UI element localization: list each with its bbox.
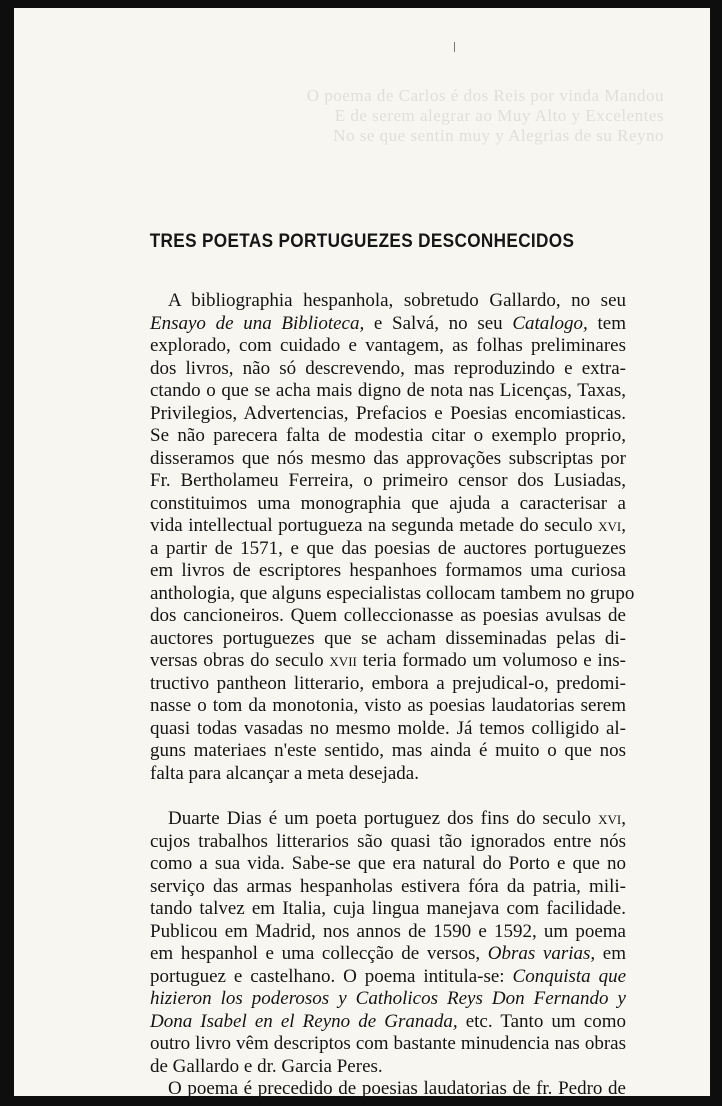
text-run: teria formado um volumoso e ins- [356,650,626,671]
text-line [150,538,626,561]
text-line [150,1078,626,1101]
text-line [150,605,626,628]
text-line [150,740,626,763]
page-mark [454,42,455,52]
text-run: cujos trabalhos litterarios são quasi tão ignorados entre nós [150,830,626,852]
text-line [150,808,626,831]
text-run: disseramos que nós mesmo das approvações subscriptas por [150,447,626,469]
text-run: ctando o que se acha mais digno de nota nas Licenças, Taxas, [150,380,626,401]
text-run: portuguez e castelhano. O poema intitula-se: [150,965,513,987]
italic-text: Catalogo, [512,312,588,334]
text-run: constituimos uma monographia que ajuda a caracterisar a [150,492,626,514]
text-run: nasse o tom da monotonia, visto as poesias laudatorias serem [150,695,626,716]
text-run: Duarte Dias é um poeta portuguez dos fins do seculo [168,808,599,829]
text-line [150,650,626,673]
text-run: falta para alcançar a meta desejada. [150,762,419,784]
text-run: tando talvez em Italia, cuja lingua manejava com facilidade. [150,898,626,919]
text-line [150,470,626,493]
text-line [150,831,626,854]
text-line [150,1033,626,1056]
paragraph-2 [150,808,626,1101]
text-run: e Salvá, no seu [364,312,513,334]
text-run: vida intellectual portugueza na segunda metade do seculo [150,515,599,536]
text-run: Publicou em Madrid, nos annos de 1590 e 1592, um poema [150,920,626,942]
text-line [150,853,626,876]
bleed-through-text [244,86,664,146]
text-run: serviço das armas hespanholas estivera fóra da patria, mili- [150,875,626,897]
text-line [150,988,626,1011]
text-run: etc. Tanto um como [457,1010,626,1032]
text-line [150,313,626,336]
text-run: tem [587,312,626,334]
text-run: em [595,943,626,964]
text-run: tructivo pantheon litterario, embora a prejudical-o, predomi- [150,672,626,694]
text-run: outro livro vêm descriptos com bastante minudencia nas obras [150,1033,626,1054]
bleed-through-line: E de serem alegrar ao Muy Alto y Excelentes [334,106,664,125]
text-line [150,515,626,538]
text-line [150,425,626,448]
text-run: O poema é precedido de poesias laudatorias de fr. Pedro de [168,1078,626,1099]
roman-numeral: xvi [598,515,622,536]
italic-text: hizieron los poderosos y Catholicos Reys Don Fernando y [150,988,626,1009]
text-run: versas obras do seculo [150,650,330,671]
roman-numeral: xvi [598,808,622,829]
text-run: guns materiaes n'este sentido, mas ainda é muito o que nos [150,740,626,761]
paragraph-1 [150,290,635,785]
bleed-through-line: O poema de Carlos é dos Reis por vinda Mandou [306,86,664,105]
text-run: , [621,515,626,536]
text-run: dos cancioneiros. Quem colleccionasse as poesias avulsas de [150,605,626,626]
paragraph-gap [150,785,626,808]
text-line [150,448,626,471]
text-line [150,921,626,944]
text-run: A bibliographia hespanhola, sobretudo Gallardo, no seu [168,290,626,311]
text-run: como a sua vida. Sabe-se que era natural do Porto e que no [150,853,626,874]
text-line [150,966,626,989]
text-line [150,493,626,516]
text-line [150,380,626,403]
italic-text: Ensayo de una Biblioteca, [150,312,365,334]
text-run: explorado, com cuidado e vantagem, as folhas preliminares [150,335,626,356]
text-line [150,876,626,899]
chapter-title: TRES POETAS PORTUGUEZES DESCONHECIDOS [149,230,575,252]
text-line [150,403,626,426]
text-line [150,335,626,358]
text-line [150,763,626,786]
text-line [150,358,626,381]
text-line [150,290,626,313]
text-run: , [621,808,626,829]
text-run: auctores portuguezes que se acham disseminadas pelas di- [150,627,626,649]
text-run: em livros de escriptores hespanhoes formamos uma curiosa [150,560,626,581]
text-line [150,898,626,921]
italic-text: Obras varias, [487,943,596,964]
bleed-through-line: No se que sentin muy y Alegrias de su Reyno [333,126,664,145]
book-page [14,8,710,1099]
text-line [150,943,626,966]
text-line [150,628,626,651]
text-line [150,718,626,741]
text-run: Fr. Bertholameu Ferreira, o primeiro censor dos Lusiadas, [150,470,626,491]
text-run: anthologia, que alguns especialistas collocam tambem no grupo [150,582,635,604]
text-line [150,560,626,583]
text-line [150,1056,626,1079]
body-text [150,290,635,1101]
text-run: quasi todas vasadas no mesmo molde. Já temos colligido al- [150,717,626,739]
text-run: a partir de 1571, e que das poesias de auctores portuguezes [150,537,626,559]
text-run: de Gallardo e dr. Garcia Peres. [150,1055,383,1077]
italic-text: Dona Isabel en el Reyno de Granada, [150,1010,458,1032]
text-run: Se não parecera falta de modestia citar o exemplo proprio, [150,425,626,446]
text-run: dos livros, não só descrevendo, mas reproduzindo e extra- [150,357,626,379]
text-run: Privilegios, Advertencias, Prefacios e Poesias encomiasticas. [150,402,626,424]
text-line [150,673,626,696]
text-line [150,582,635,606]
text-line [150,1011,626,1034]
roman-numeral: xvii [329,650,357,671]
text-line [150,695,626,718]
text-run: em hespanhol e uma collecção de versos, [150,943,488,964]
italic-text: Conquista que [512,965,626,987]
